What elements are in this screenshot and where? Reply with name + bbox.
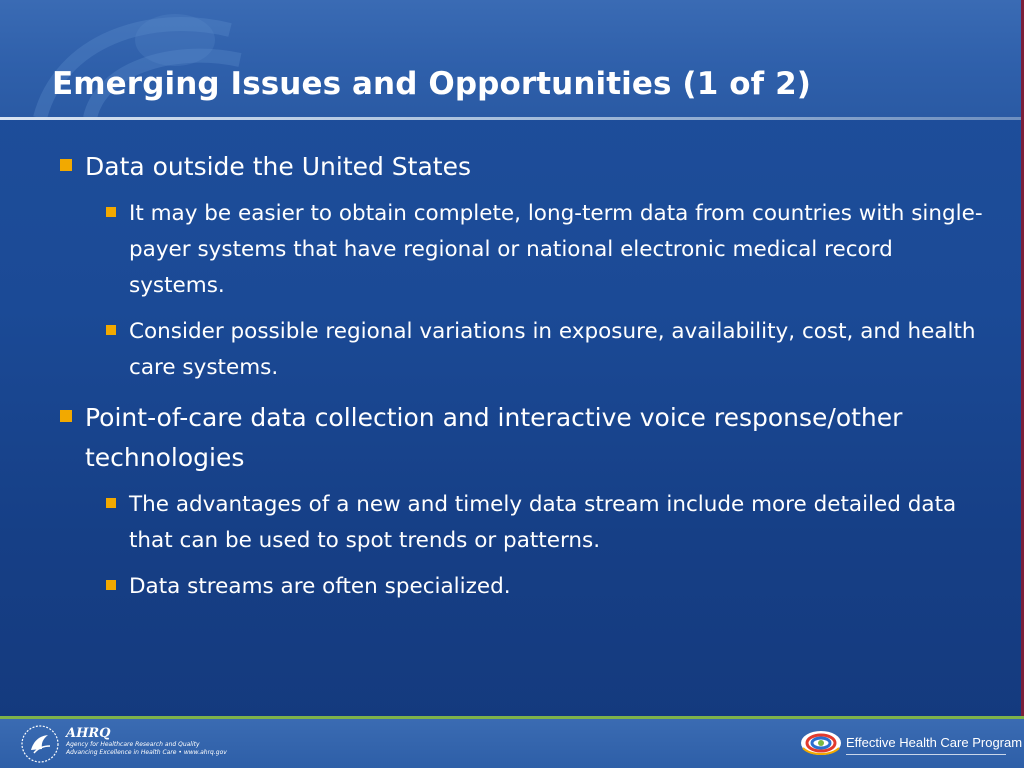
bullet-text: Data outside the United States <box>85 152 472 181</box>
sub-bullet-item <box>129 314 989 386</box>
ehc-swirl-icon <box>799 728 843 758</box>
square-bullet-icon <box>106 207 116 217</box>
square-bullet-icon <box>106 498 116 508</box>
square-bullet-icon <box>106 580 116 590</box>
sub-bullet-text: The advantages of a new and timely data stream include more detailed data that can be used to spot trends or patterns. <box>129 492 957 553</box>
sub-bullet-text: Data streams are often specialized. <box>129 574 511 599</box>
square-bullet-icon <box>60 410 72 422</box>
program-name: Effective Health Care Program <box>846 735 1023 750</box>
sub-bullet-text: Consider possible regional variations in exposure, availability, cost, and health care systems. <box>129 319 976 380</box>
square-bullet-icon <box>106 325 116 335</box>
sub-bullet-item <box>129 196 989 304</box>
ahrq-agency-name: Agency for Healthcare Research and Quality <box>66 741 200 748</box>
ahrq-tagline: Advancing Excellence in Health Care • www.ahrq.gov <box>66 749 227 756</box>
title-divider <box>0 117 1024 120</box>
bullet-item <box>85 398 985 478</box>
square-bullet-icon <box>60 159 72 171</box>
sub-bullet-item <box>129 487 989 559</box>
sub-bullet-text: It may be easier to obtain complete, long-term data from countries with single-payer systems that have regional or national electronic medical record systems. <box>129 201 983 298</box>
hhs-eagle-icon <box>20 724 60 764</box>
bullet-text: Point-of-care data collection and interactive voice response/other technologies <box>85 403 903 472</box>
ahrq-logo <box>66 727 227 757</box>
bullet-item <box>85 147 985 187</box>
ahrq-logo-text: AHRQ <box>66 726 111 741</box>
footer-divider <box>0 716 1024 719</box>
program-underline <box>846 754 1006 755</box>
sub-bullet-item <box>129 569 989 605</box>
slide-title: Emerging Issues and Opportunities (1 of 2) <box>52 66 812 102</box>
